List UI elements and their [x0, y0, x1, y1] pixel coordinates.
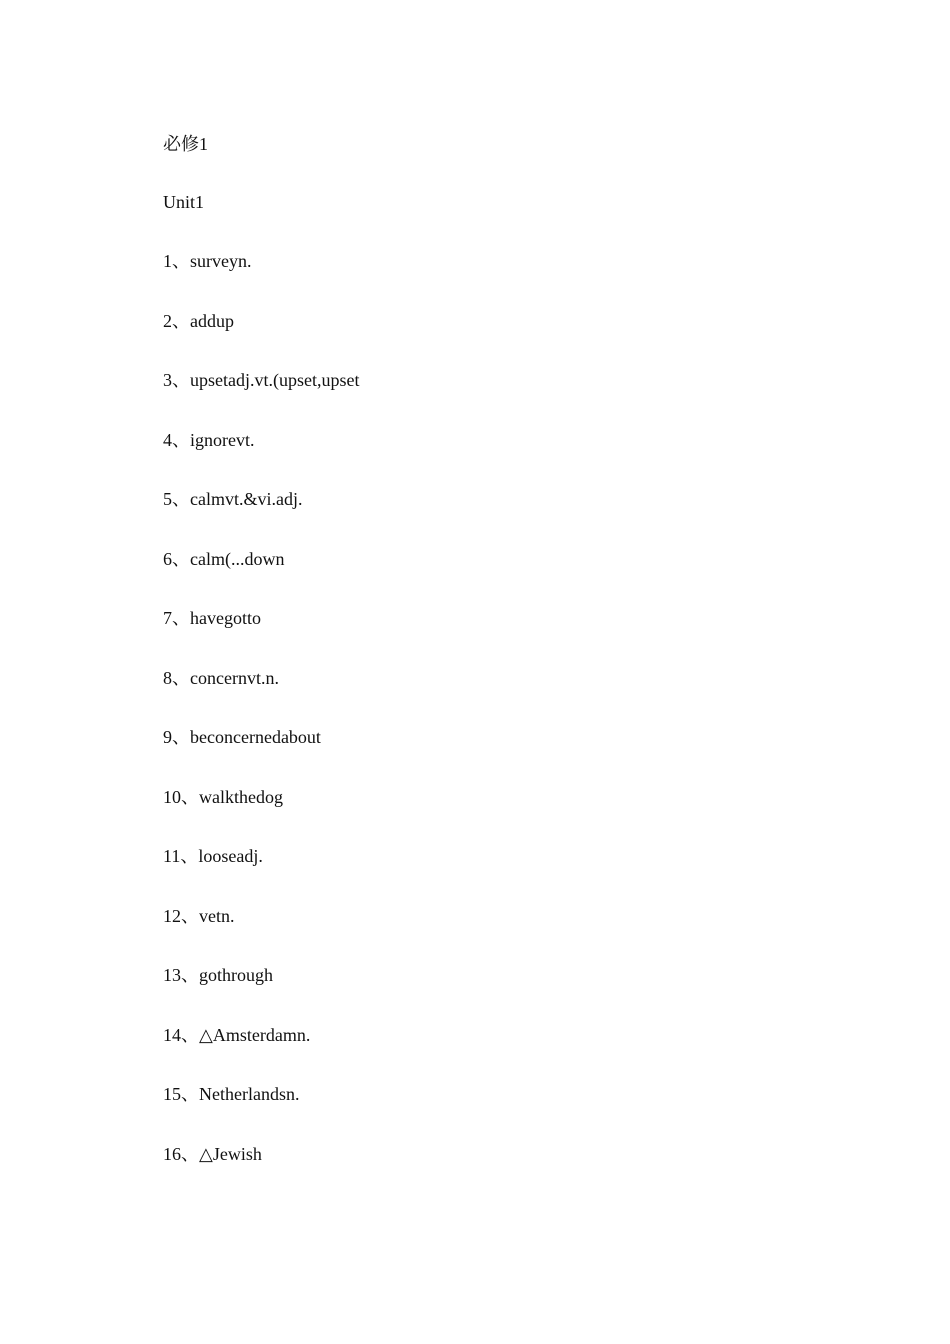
vocab-entry: 14、△Amsterdamn. [163, 1024, 311, 1045]
vocab-entry: 10、walkthedog [163, 786, 283, 807]
vocab-entry: 16、△Jewish [163, 1143, 262, 1164]
vocab-entry: 9、beconcernedabout [163, 727, 321, 747]
vocab-entry: 2、addup [163, 310, 234, 331]
unit-title: Unit1 [163, 192, 205, 212]
vocab-entry: 15、Netherlandsn. [163, 1084, 300, 1104]
vocab-entry: 8、concernvt.n. [163, 667, 279, 688]
vocab-entry: 3、upsetadj.vt.(upset,upset [163, 370, 360, 390]
vocab-entry: 13、gothrough [163, 965, 273, 985]
vocab-entry: 1、surveyn. [163, 251, 252, 271]
vocab-entry: 6、calm(...down [163, 548, 285, 569]
vocab-entry: 5、calmvt.&vi.adj. [163, 489, 303, 509]
vocab-entry: 12、vetn. [163, 905, 235, 926]
module-title: 必修1 [163, 134, 208, 154]
vocab-entry: 7、havegotto [163, 608, 261, 628]
vocab-entry: 4、ignorevt. [163, 429, 255, 450]
vocab-entry: 11、looseadj. [163, 846, 263, 866]
document-body [163, 132, 863, 1201]
